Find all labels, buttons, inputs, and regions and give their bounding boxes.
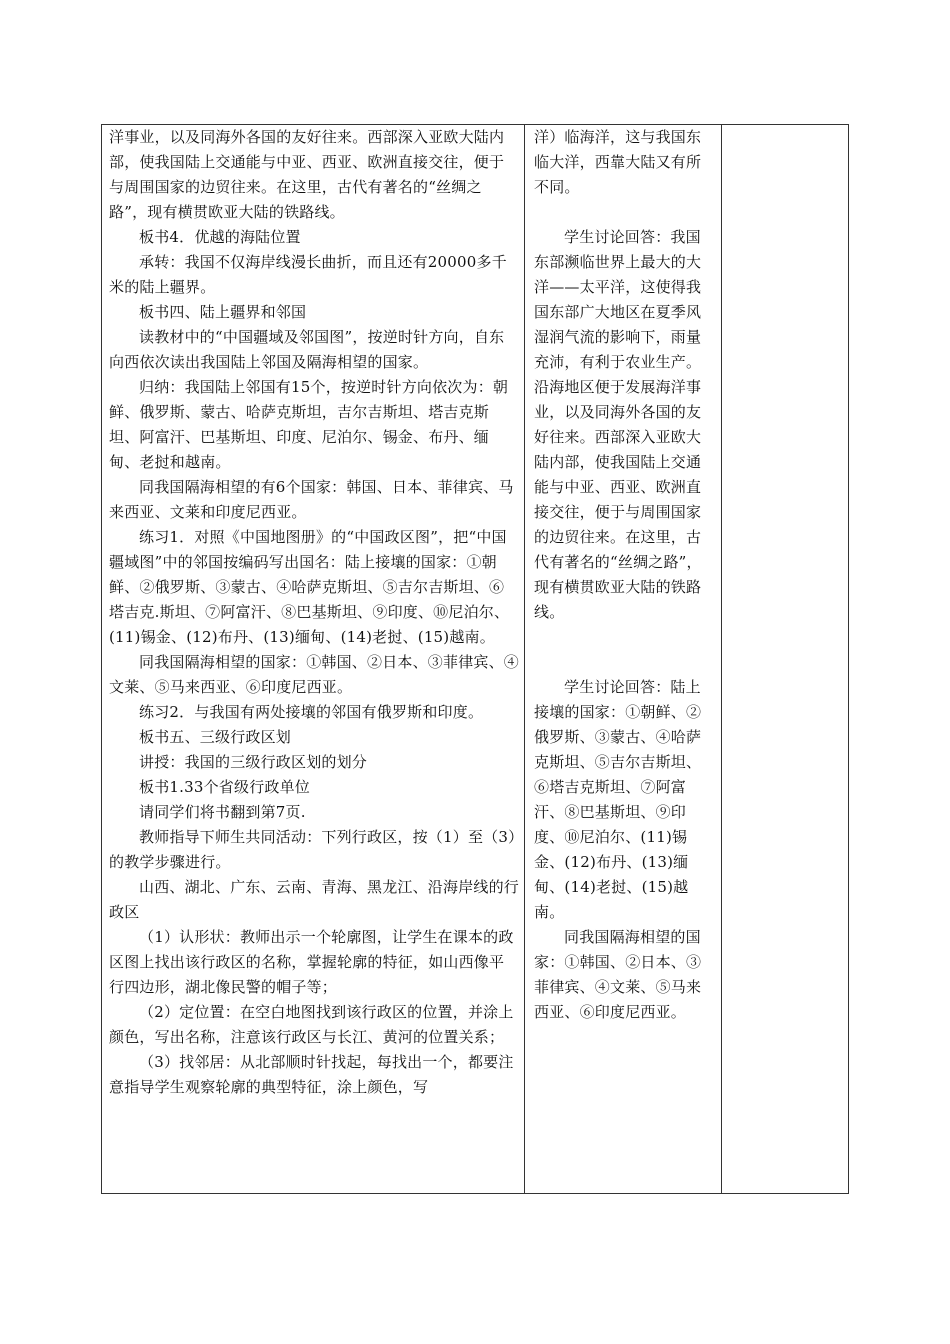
paragraph: 板书4．优越的海陆位置 xyxy=(139,228,301,246)
paragraph: 板书1.33个省级行政单位 xyxy=(139,778,310,796)
paragraph: 板书五、三级行政区划 xyxy=(139,728,292,746)
paragraph: 读教材中的“中国疆域及邻国图”，按逆时针方向，自东向西依次读出我国陆上邻国及隔海相望的国家。 xyxy=(109,328,505,371)
paragraph: 同我国隔海相望的国家：①韩国、②日本、③菲律宾、④文莱、⑤马来西亚、⑥印度尼西亚。 xyxy=(109,653,520,696)
paragraph: 板书四、陆上疆界和邻国 xyxy=(139,303,307,321)
paragraph: 练习2．与我国有两处接壤的邻国有俄罗斯和印度。 xyxy=(139,703,484,721)
column-divider xyxy=(721,125,722,1193)
paragraph: 同我国隔海相望的有6个国家：韩国、日本、菲律宾、马来西亚、文莱和印度尼西亚。 xyxy=(109,478,514,521)
paragraph: 练习1．对照《中国地图册》的“中国政区图”，把“中国疆域图”中的邻国按编码写出国名：陆上接壤的国家：①朝鲜、②俄罗斯、③蒙古、④哈萨克斯坦、⑤吉尔吉斯坦、⑥塔吉克.斯坦、⑦阿富汗、⑧巴基斯坦、⑨印度、⑩尼泊尔、(11)锡金、(12)布丹、(13)缅甸、(14)老挝、(15)越南。 xyxy=(109,528,510,646)
student-activity-column xyxy=(534,125,706,1025)
paragraph: 山西、湖北、广东、云南、青海、黑龙江、沿海岸线的行政区 xyxy=(109,878,520,921)
paragraph: 讲授：我国的三级行政区划的划分 xyxy=(139,753,368,771)
paragraph: 承转：我国不仅海岸线漫长曲折，而且还有20000多千米的陆上疆界。 xyxy=(109,253,507,296)
paragraph: （2）定位置：在空白地图找到该行政区的位置，并涂上颜色，写出名称，注意该行政区与长江、黄河的位置关系； xyxy=(109,1003,514,1046)
paragraph: 请同学们将书翻到第7页. xyxy=(139,803,306,821)
paragraph: 洋事业，以及同海外各国的友好往来。西部深入亚欧大陆内部，使我国陆上交通能与中亚、西亚、欧洲直接交往，便于与周围国家的边贸往来。在这里，古代有著名的“丝绸之路”，现有横贯欧亚大陆的铁路线。 xyxy=(109,128,505,221)
teacher-activity-column xyxy=(109,125,519,1100)
paragraph: 归纳：我国陆上邻国有15个，按逆时针方向依次为：朝鲜、俄罗斯、蒙古、哈萨克斯坦，吉尔吉斯坦、塔吉克斯坦、阿富汗、巴基斯坦、印度、尼泊尔、锡金、布丹、缅甸、老挝和越南。 xyxy=(109,378,509,471)
paragraph: 学生讨论回答：陆上接壤的国家：①朝鲜、②俄罗斯、③蒙古、④哈萨克斯坦、⑤吉尔吉斯坦、⑥塔吉克斯坦、⑦阿富汗、⑧巴基斯坦、⑨印度、⑩尼泊尔、(11)锡金、(12)布丹、(13)缅甸、(14)老挝、(15)越南。 xyxy=(534,678,702,921)
paragraph: 教师指导下师生共同活动：下列行政区，按（1）至（3）的教学步骤进行。 xyxy=(109,828,516,871)
paragraph: 洋）临海洋，这与我国东临大洋，西靠大陆又有所不同。 xyxy=(534,128,702,196)
paragraph: （3）找邻居：从北部顺时针找起，每找出一个，都要注意指导学生观察轮廓的典型特征，涂上颜色，写 xyxy=(109,1053,514,1096)
paragraph: （1）认形状：教师出示一个轮廓图，让学生在课本的政区图上找出该行政区的名称，掌握轮廓的特征，如山西像平行四边形，湖北像民警的帽子等； xyxy=(109,928,514,996)
paragraph: 学生讨论回答：我国东部濒临世界上最大的大洋——太平洋，这使得我国东部广大地区在夏季风湿润气流的影响下，雨量充沛，有利于农业生产。沿海地区便于发展海洋事业，以及同海外各国的友好往来。西部深入亚欧大陆内部，使我国陆上交通能与中亚、西亚、欧洲直接交往，便于与周围国家的边贸往来。在这里，古代有著名的“丝绸之路”，现有横贯欧亚大陆的铁路线。 xyxy=(534,228,702,621)
paragraph: 同我国隔海相望的国家：①韩国、②日本、③菲律宾、④文莱、⑤马来西亚、⑥印度尼西亚。 xyxy=(534,928,702,1021)
column-divider xyxy=(524,125,525,1193)
lesson-table xyxy=(101,124,849,1194)
